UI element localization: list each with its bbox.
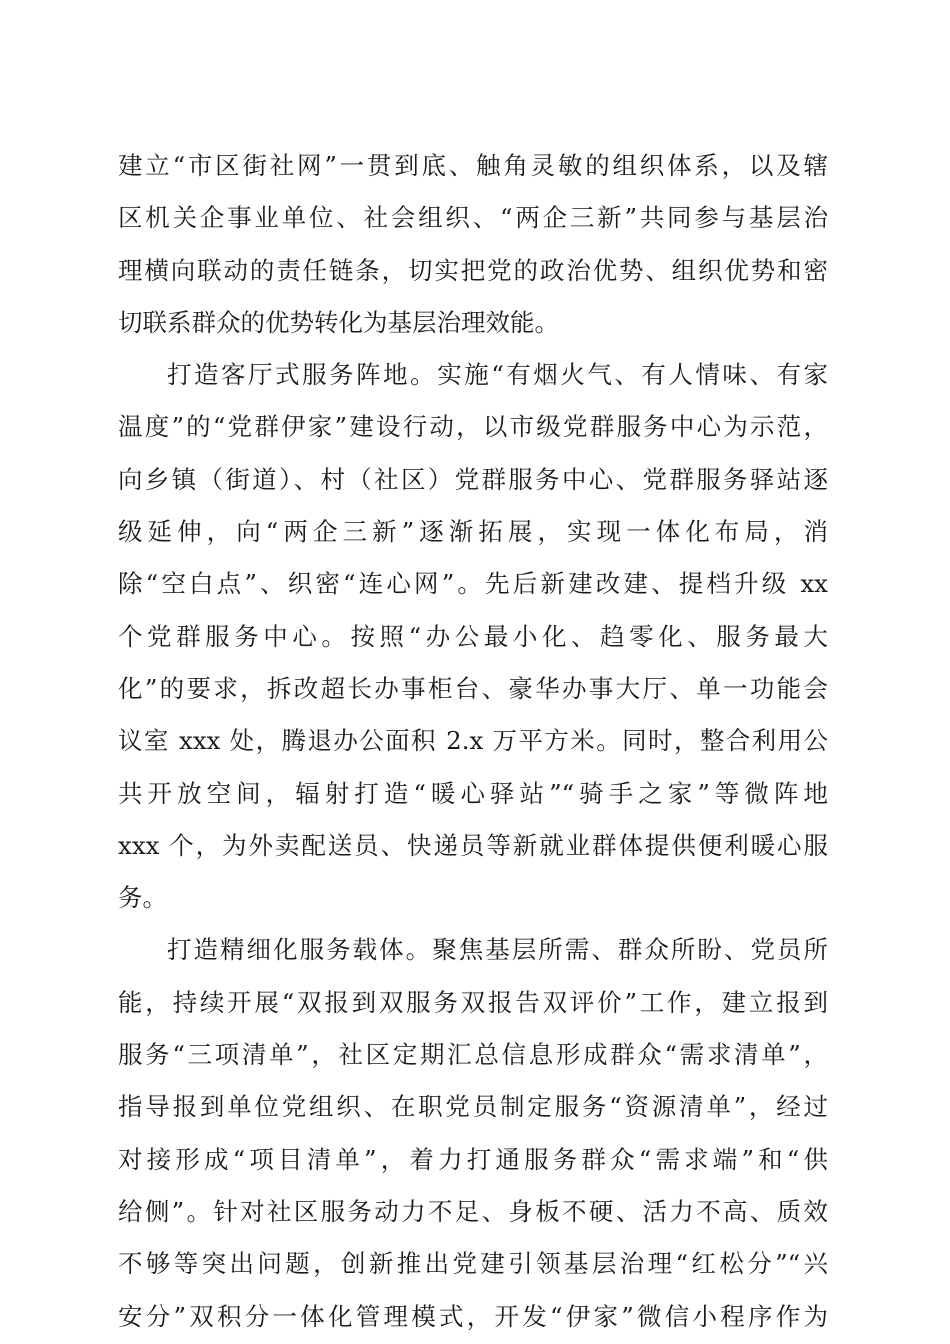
paragraph-1-line-4: 切联系群众的优势转化为基层治理效能。 [118, 307, 559, 337]
paragraph-2-line-2: 温度”的“党群伊家”建设行动，以市级党群服务中心为示范， [118, 412, 828, 442]
paragraph-3-line-7: 不够等突出问题，创新推出党建引领基层治理“红松分”“兴 [118, 1249, 828, 1279]
paragraph-2-line-7: 化”的要求，拆改超长办事柜台、豪华办事大厅、单一功能会 [118, 673, 828, 703]
paragraph-2-line-9: 共开放空间，辐射打造“暖心驿站”“骑手之家”等微阵地 [118, 778, 828, 808]
paragraph-1-line-3: 理横向联动的责任链条，切实把党的政治优势、组织优势和密 [118, 255, 828, 285]
paragraph-2-line-11: 务。 [118, 883, 167, 913]
paragraph-3-line-2: 能，持续开展“双报到双服务双报告双评价”工作，建立报到 [118, 987, 828, 1017]
paragraph-2-line-4: 级延伸，向“两企三新”逐渐拓展，实现一体化布局，消 [118, 517, 828, 547]
paragraph-3-line-8: 安分”双积分一体化管理模式，开发“伊家”微信小程序作为 [118, 1301, 828, 1331]
paragraph-3-line-5: 对接形成“项目清单”，着力打通服务群众“需求端”和“供 [118, 1144, 828, 1174]
paragraph-3-line-4: 指导报到单位党组织、在职党员制定服务“资源清单”，经过 [118, 1092, 828, 1122]
paragraph-2-line-5: 除“空白点”、织密“连心网”。先后新建改建、提档升级 xx [118, 569, 828, 599]
paragraph-2-line-3: 向乡镇（街道）、村（社区）党群服务中心、党群服务驿站逐 [118, 464, 828, 494]
paragraph-3-line-3: 服务“三项清单”，社区定期汇总信息形成群众“需求清单”， [118, 1040, 828, 1070]
paragraph-2-line-8: 议室 xxx 处，腾退办公面积 2.x 万平方米。同时，整合利用公 [118, 726, 828, 756]
paragraph-2-line-6: 个党群服务中心。按照“办公最小化、趋零化、服务最大 [118, 621, 828, 651]
paragraph-3-line-6: 给侧”。针对社区服务动力不足、身板不硬、活力不高、质效 [118, 1196, 828, 1226]
paragraph-1-line-1: 建立“市区街社网”一贯到底、触角灵敏的组织体系，以及辖 [118, 151, 828, 180]
paragraph-2-line-10: xxx 个，为外卖配送员、快递员等新就业群体提供便利暖心服 [118, 830, 828, 860]
paragraph-1-line-2: 区机关企事业单位、社会组织、“两企三新”共同参与基层治 [118, 203, 828, 233]
paragraph-3-line-1: 打造精细化服务载体。聚焦基层所需、群众所盼、党员所 [167, 935, 828, 965]
document-body [118, 140, 828, 1343]
paragraph-2-line-1: 打造客厅式服务阵地。实施“有烟火气、有人情味、有家 [167, 360, 828, 390]
